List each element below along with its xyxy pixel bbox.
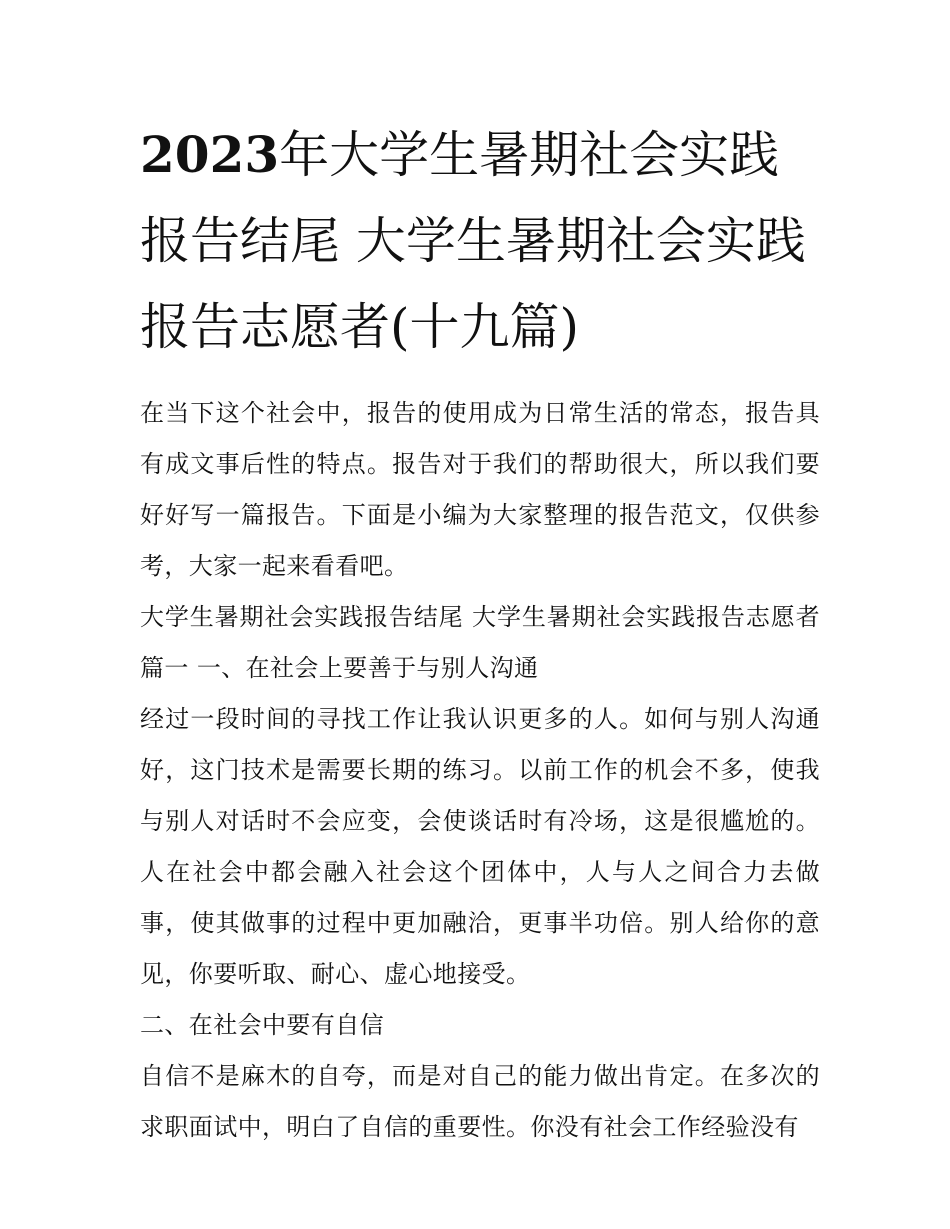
title-year: 2023	[140, 125, 280, 184]
section-heading-1: 大学生暑期社会实践报告结尾 大学生暑期社会实践报告志愿者篇一 一、在社会上要善于与别人沟通	[140, 603, 820, 682]
document-title	[140, 112, 820, 370]
intro-paragraph: 在当下这个社会中，报告的使用成为日常生活的常态，报告具有成文事后性的特点。报告对于我们的帮助很大，所以我们要好好写一篇报告。下面是小编为大家整理的报告范文，仅供参考，大家一起来看看吧。	[140, 399, 820, 580]
title-text: 年大学生暑期社会实践报告结尾 大学生暑期社会实践报告志愿者(十九篇)	[140, 126, 806, 356]
body-paragraph-1: 经过一段时间的寻找工作让我认识更多的人。如何与别人沟通好，这门技术是需要长期的练习。以前工作的机会不多，使我与别人对话时不会应变，会使谈话时有冷场，这是很尴尬的。人在社会中都会融入社会这个团体中，人与人之间合力去做事，使其做事的过程中更加融洽，更事半功倍。别人给你的意见，你要听取、耐心、虚心地接受。	[140, 705, 820, 988]
document-body	[140, 388, 820, 1153]
section-heading-2: 二、在社会中要有自信	[140, 1011, 384, 1039]
body-paragraph-2: 自信不是麻木的自夸，而是对自己的能力做出肯定。在多次的求职面试中，明白了自信的重要性。你没有社会工作经验没有	[140, 1062, 820, 1141]
document-page	[140, 112, 820, 1153]
